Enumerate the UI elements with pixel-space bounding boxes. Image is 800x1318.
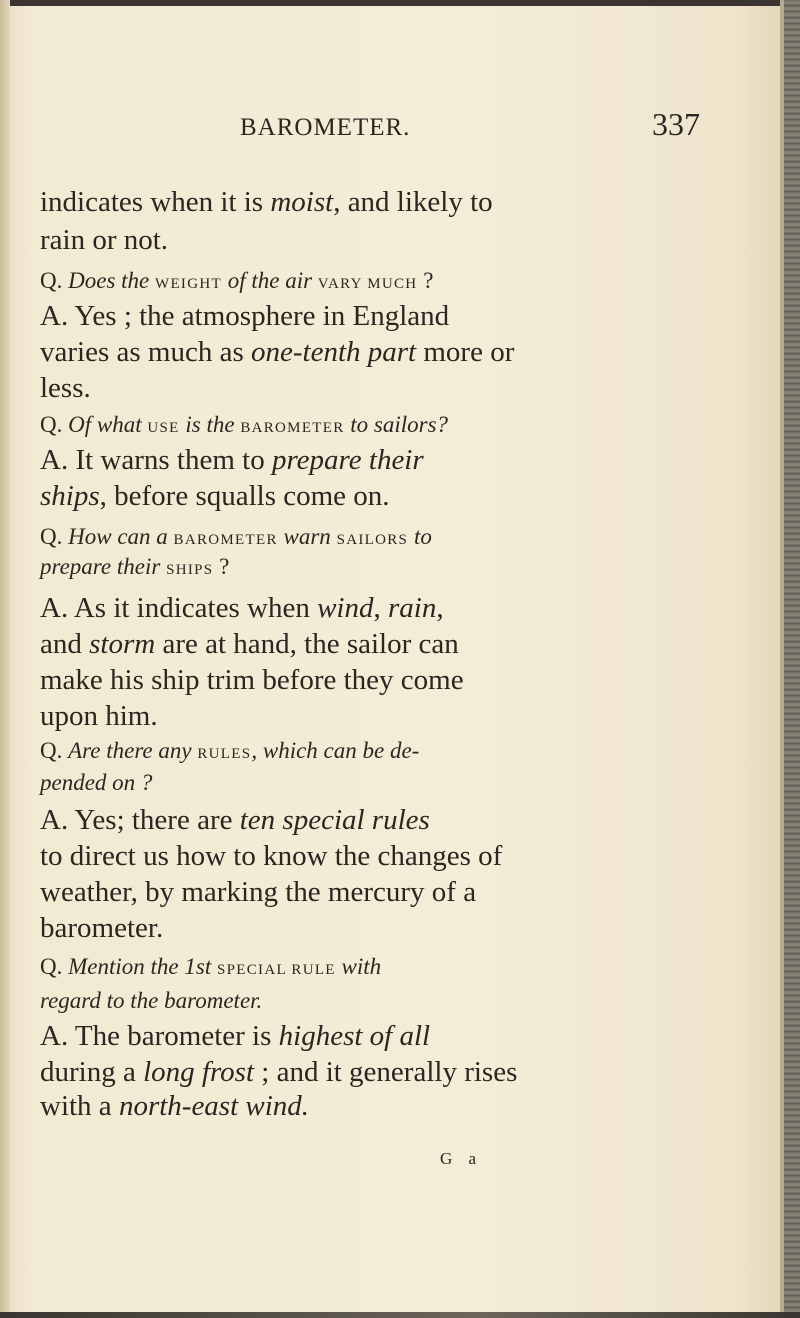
running-title: BAROMETER. bbox=[240, 114, 411, 141]
text-run: varies as much as bbox=[40, 336, 251, 368]
small-caps-text: WEIGHT bbox=[155, 276, 222, 292]
italic-text: is the bbox=[179, 412, 241, 437]
text-run: ; and it generally rises bbox=[254, 1056, 518, 1088]
small-caps-text: SPECIAL RULE bbox=[216, 962, 336, 978]
question-line bbox=[40, 268, 433, 294]
italic-text: prepare their bbox=[40, 554, 167, 579]
text-run: and bbox=[40, 628, 90, 660]
small-caps-text: SHIPS bbox=[166, 562, 214, 578]
question-line bbox=[40, 554, 229, 580]
small-caps-text: BAROMETER bbox=[173, 532, 278, 548]
scan-bottom-border bbox=[0, 1312, 800, 1318]
italic-text: highest of all bbox=[278, 1020, 431, 1052]
text-run: upon him. bbox=[40, 700, 158, 732]
page-left-edge bbox=[0, 0, 10, 1318]
italic-text: Mention the 1st bbox=[68, 954, 217, 979]
text-run: ? bbox=[417, 268, 434, 293]
text-run: less. bbox=[40, 372, 91, 404]
italic-text: prepare their bbox=[271, 444, 424, 476]
answer-line bbox=[40, 1020, 430, 1053]
italic-text: How can a bbox=[68, 524, 174, 549]
text-run: with a bbox=[40, 1090, 119, 1122]
text-run: Q. bbox=[40, 524, 69, 549]
answer-line bbox=[40, 336, 514, 369]
italic-text: to sailors? bbox=[344, 412, 449, 437]
small-caps-text: BAROMETER bbox=[240, 420, 345, 436]
italic-text: , which can be de- bbox=[251, 738, 420, 763]
text-run: A. Yes ; the atmosphere in England bbox=[40, 300, 450, 332]
question-line bbox=[40, 988, 262, 1014]
scan-top-border bbox=[0, 0, 800, 6]
running-head bbox=[240, 106, 700, 152]
text-run: barometer. bbox=[40, 912, 164, 944]
italic-text: long frost bbox=[143, 1056, 255, 1088]
question-line bbox=[40, 954, 381, 980]
answer-line bbox=[40, 804, 430, 837]
answer-line bbox=[40, 1090, 309, 1123]
answer-line bbox=[40, 372, 91, 405]
text-run: indicates when it is bbox=[40, 186, 271, 218]
text-run: Q. bbox=[40, 412, 69, 437]
text-run: , bbox=[436, 592, 444, 624]
text-run: Q. bbox=[40, 268, 69, 293]
answer-line bbox=[40, 592, 444, 625]
text-run: A. It warns them to bbox=[40, 444, 272, 476]
page-fold-shadow bbox=[780, 0, 784, 1318]
answer-line bbox=[40, 444, 424, 477]
small-caps-text: SAILORS bbox=[336, 532, 409, 548]
answer-line bbox=[40, 186, 493, 219]
answer-line bbox=[40, 1056, 517, 1089]
signature-mark: G a bbox=[440, 1149, 483, 1168]
answer-line bbox=[40, 224, 168, 257]
question-line bbox=[40, 770, 152, 796]
answer-line bbox=[40, 628, 459, 661]
italic-text: wind bbox=[317, 592, 374, 624]
italic-text: pended on ? bbox=[40, 770, 153, 795]
italic-text: rain bbox=[387, 592, 437, 624]
text-run: ? bbox=[213, 554, 230, 579]
question-line bbox=[40, 412, 448, 438]
text-run: more or bbox=[416, 336, 515, 368]
text-run: Q. bbox=[40, 954, 69, 979]
italic-text: storm bbox=[89, 628, 156, 660]
italic-text: Of what bbox=[68, 412, 148, 437]
small-caps-text: VARY MUCH bbox=[317, 276, 418, 292]
answer-line bbox=[40, 700, 158, 733]
book-spine-edge bbox=[784, 0, 800, 1318]
answer-line bbox=[40, 664, 464, 697]
italic-text: Does the bbox=[68, 268, 155, 293]
page-number: 337 bbox=[652, 106, 700, 142]
question-line bbox=[40, 524, 432, 550]
text-run: rain or not. bbox=[40, 224, 169, 256]
italic-text: of the air bbox=[221, 268, 318, 293]
answer-line bbox=[40, 480, 390, 513]
text-run: , bbox=[373, 592, 388, 624]
question-line bbox=[40, 738, 419, 764]
answer-line bbox=[40, 912, 163, 945]
text-run: to direct us how to know the changes of bbox=[40, 840, 503, 872]
answer-line bbox=[40, 840, 502, 873]
italic-text: warn bbox=[277, 524, 337, 549]
text-run: , before squalls come on. bbox=[99, 480, 390, 512]
italic-text: to bbox=[408, 524, 432, 549]
text-run: are at hand, the sailor can bbox=[155, 628, 459, 660]
text-run: , and likely to bbox=[333, 186, 493, 218]
italic-text: with bbox=[335, 954, 382, 979]
text-run: weather, by marking the mercury of a bbox=[40, 876, 477, 908]
answer-line bbox=[40, 876, 476, 909]
text-run: make his ship trim before they come bbox=[40, 664, 464, 696]
italic-text: ten special rules bbox=[239, 804, 430, 836]
italic-text: moist bbox=[270, 186, 334, 218]
italic-text: one-tenth part bbox=[251, 336, 417, 368]
small-caps-text: RULES bbox=[197, 746, 252, 762]
italic-text: Are there any bbox=[68, 738, 198, 763]
italic-text: ships bbox=[40, 480, 100, 512]
text-run: A. As it indicates when bbox=[40, 592, 318, 624]
text-run: A. The barometer is bbox=[40, 1020, 279, 1052]
text-run: A. Yes; there are bbox=[40, 804, 240, 836]
text-run: Q. bbox=[40, 738, 69, 763]
text-run: during a bbox=[40, 1056, 144, 1088]
answer-line bbox=[40, 300, 449, 333]
small-caps-text: USE bbox=[147, 420, 180, 436]
italic-text: north-east wind. bbox=[118, 1090, 310, 1122]
italic-text: regard to the barometer. bbox=[40, 988, 263, 1013]
